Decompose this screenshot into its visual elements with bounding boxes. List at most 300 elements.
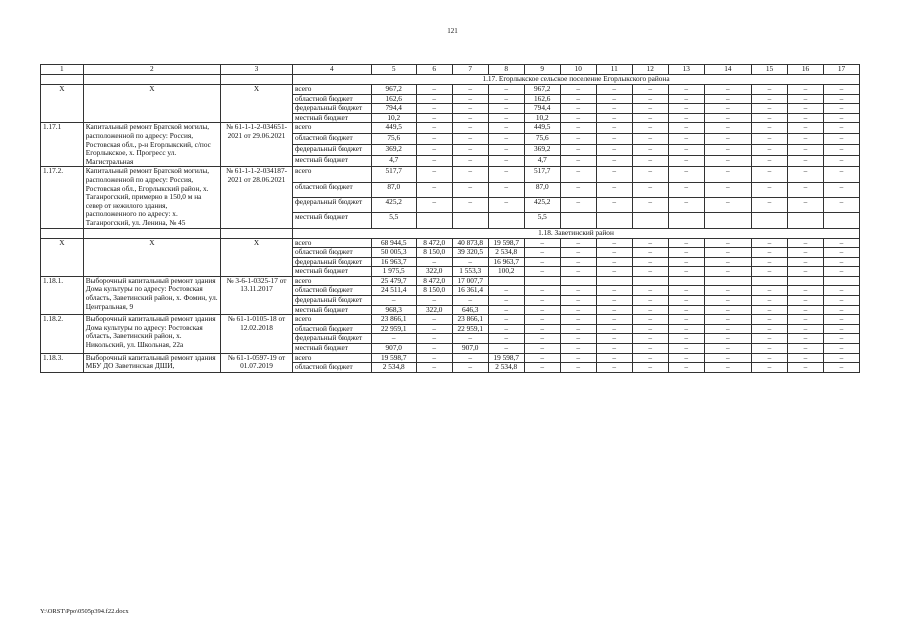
amount-cell: – bbox=[488, 123, 524, 134]
column-number: 15 bbox=[752, 65, 788, 75]
amount-cell: – bbox=[488, 104, 524, 114]
amount-cell: 369,2 bbox=[371, 145, 416, 156]
amount-cell: 5,5 bbox=[524, 213, 560, 228]
amount-cell: – bbox=[452, 353, 488, 363]
amount-cell: – bbox=[752, 145, 788, 156]
amount-cell: – bbox=[560, 315, 596, 325]
amount-cell: 322,0 bbox=[416, 267, 452, 277]
amount-cell: 87,0 bbox=[524, 182, 560, 197]
expertise-reference: № 61-1-1-2-034187-2021 от 28.06.2021 bbox=[221, 167, 293, 228]
amount-cell: 1 975,5 bbox=[371, 267, 416, 277]
amount-cell: – bbox=[752, 296, 788, 306]
amount-cell: 100,2 bbox=[488, 267, 524, 277]
amount-cell: – bbox=[668, 257, 704, 267]
amount-cell: – bbox=[752, 248, 788, 258]
amount-cell: – bbox=[752, 123, 788, 134]
amount-cell: – bbox=[596, 296, 632, 306]
amount-cell: – bbox=[596, 315, 632, 325]
amount-cell: – bbox=[704, 197, 751, 212]
amount-cell bbox=[788, 213, 824, 228]
amount-cell: – bbox=[452, 296, 488, 306]
amount-cell: – bbox=[752, 315, 788, 325]
funding-source: областной бюджет bbox=[293, 134, 372, 145]
amount-cell: – bbox=[668, 248, 704, 258]
item-number: 1.18.1. bbox=[41, 276, 84, 314]
amount-cell: 517,7 bbox=[524, 167, 560, 182]
amount-cell: – bbox=[560, 85, 596, 95]
amount-cell: – bbox=[596, 324, 632, 334]
amount-cell: 794,4 bbox=[524, 104, 560, 114]
funding-source: местный бюджет bbox=[293, 267, 372, 277]
amount-cell: – bbox=[752, 267, 788, 277]
amount-cell: – bbox=[452, 334, 488, 344]
table-row bbox=[41, 353, 860, 363]
amount-cell: – bbox=[632, 315, 668, 325]
amount-cell: – bbox=[452, 104, 488, 114]
amount-cell: – bbox=[704, 286, 751, 296]
column-number: 16 bbox=[788, 65, 824, 75]
page-number: 121 bbox=[447, 27, 458, 35]
amount-cell: – bbox=[668, 197, 704, 212]
amount-cell bbox=[596, 276, 632, 286]
amount-cell: – bbox=[824, 197, 860, 212]
amount-cell: 322,0 bbox=[416, 305, 452, 315]
funding-source: местный бюджет bbox=[293, 344, 372, 354]
table-row bbox=[41, 238, 860, 248]
amount-cell: 8 472,0 bbox=[416, 276, 452, 286]
amount-cell: – bbox=[704, 257, 751, 267]
amount-cell bbox=[524, 276, 560, 286]
amount-cell: 907,0 bbox=[452, 344, 488, 354]
amount-cell: 23 866,1 bbox=[371, 315, 416, 325]
amount-cell: – bbox=[788, 305, 824, 315]
item-number: 1.17.2. bbox=[41, 167, 84, 228]
amount-cell: – bbox=[668, 353, 704, 363]
funding-source: всего bbox=[293, 315, 372, 325]
amount-cell: – bbox=[560, 113, 596, 123]
funding-source: местный бюджет bbox=[293, 213, 372, 228]
amount-cell: – bbox=[824, 145, 860, 156]
amount-cell: – bbox=[788, 334, 824, 344]
column-number-row bbox=[41, 65, 860, 75]
amount-cell: – bbox=[488, 113, 524, 123]
object-name: Капитальный ремонт Братской могилы, расположенной по адресу: Россия, Ростовская обл., Егорлыкский район, х. Таганрогский, примерно в 150,0 м на север от нежилого здания, расположенного по адресу: х. Таганрогский, ул. Ленина, № 45 bbox=[83, 167, 220, 228]
amount-cell: – bbox=[704, 296, 751, 306]
amount-cell: 2 534,8 bbox=[371, 363, 416, 373]
amount-cell: 4,7 bbox=[371, 156, 416, 167]
amount-cell: – bbox=[560, 305, 596, 315]
column-number: 13 bbox=[668, 65, 704, 75]
amount-cell: – bbox=[416, 334, 452, 344]
amount-cell: – bbox=[416, 156, 452, 167]
expertise-reference: № 61-1-0597-19 от 01.07.2019 bbox=[221, 353, 293, 372]
amount-cell: – bbox=[824, 305, 860, 315]
amount-cell: – bbox=[560, 248, 596, 258]
amount-cell: 17 007,7 bbox=[452, 276, 488, 286]
amount-cell: – bbox=[824, 134, 860, 145]
amount-cell: – bbox=[596, 156, 632, 167]
table-row bbox=[41, 315, 860, 325]
amount-cell: – bbox=[416, 197, 452, 212]
funding-source: областной бюджет bbox=[293, 182, 372, 197]
column-number: 2 bbox=[83, 65, 220, 75]
budget-table bbox=[40, 64, 860, 373]
amount-cell bbox=[488, 276, 524, 286]
amount-cell: – bbox=[668, 344, 704, 354]
amount-cell: – bbox=[416, 296, 452, 306]
amount-cell: – bbox=[632, 197, 668, 212]
amount-cell: – bbox=[668, 238, 704, 248]
amount-cell: 8 472,0 bbox=[416, 238, 452, 248]
amount-cell: – bbox=[788, 104, 824, 114]
amount-cell: 8 150,0 bbox=[416, 248, 452, 258]
amount-cell: – bbox=[668, 315, 704, 325]
expertise-reference: X bbox=[221, 238, 293, 276]
amount-cell: – bbox=[488, 156, 524, 167]
amount-cell: – bbox=[488, 145, 524, 156]
expertise-reference: X bbox=[221, 85, 293, 123]
amount-cell: – bbox=[668, 286, 704, 296]
amount-cell: – bbox=[632, 134, 668, 145]
amount-cell: – bbox=[596, 257, 632, 267]
amount-cell: – bbox=[752, 113, 788, 123]
amount-cell: – bbox=[824, 113, 860, 123]
section-spacer bbox=[221, 75, 293, 85]
amount-cell: – bbox=[824, 324, 860, 334]
amount-cell: – bbox=[560, 134, 596, 145]
amount-cell: – bbox=[416, 315, 452, 325]
amount-cell: – bbox=[452, 134, 488, 145]
amount-cell: 22 959,1 bbox=[452, 324, 488, 334]
amount-cell bbox=[596, 213, 632, 228]
amount-cell: – bbox=[824, 156, 860, 167]
amount-cell: – bbox=[632, 182, 668, 197]
amount-cell: – bbox=[596, 123, 632, 134]
amount-cell: – bbox=[704, 363, 751, 373]
funding-source: областной бюджет bbox=[293, 363, 372, 373]
amount-cell: – bbox=[788, 145, 824, 156]
amount-cell: – bbox=[704, 353, 751, 363]
amount-cell: – bbox=[596, 334, 632, 344]
column-number: 9 bbox=[524, 65, 560, 75]
amount-cell: – bbox=[560, 353, 596, 363]
amount-cell: – bbox=[668, 363, 704, 373]
amount-cell bbox=[788, 276, 824, 286]
amount-cell: – bbox=[488, 182, 524, 197]
amount-cell: 4,7 bbox=[524, 156, 560, 167]
amount-cell: – bbox=[596, 344, 632, 354]
amount-cell: 16 361,4 bbox=[452, 286, 488, 296]
amount-cell: – bbox=[560, 286, 596, 296]
amount-cell: – bbox=[752, 156, 788, 167]
column-number: 12 bbox=[632, 65, 668, 75]
object-name: Выборочный капитальный ремонт здания Дома культуры по адресу: Ростовская область, Заветинский район, х. Никольский, ул. Школьная, 22а bbox=[83, 315, 220, 353]
amount-cell: – bbox=[488, 324, 524, 334]
amount-cell: – bbox=[632, 123, 668, 134]
column-number: 3 bbox=[221, 65, 293, 75]
amount-cell: – bbox=[704, 334, 751, 344]
amount-cell: – bbox=[704, 267, 751, 277]
amount-cell: – bbox=[788, 134, 824, 145]
amount-cell: – bbox=[704, 315, 751, 325]
amount-cell: – bbox=[371, 296, 416, 306]
amount-cell: – bbox=[488, 85, 524, 95]
amount-cell bbox=[704, 213, 751, 228]
amount-cell: – bbox=[752, 85, 788, 95]
amount-cell: – bbox=[488, 167, 524, 182]
amount-cell: – bbox=[524, 248, 560, 258]
amount-cell: – bbox=[704, 104, 751, 114]
amount-cell: – bbox=[632, 94, 668, 104]
amount-cell: – bbox=[488, 286, 524, 296]
amount-cell: – bbox=[788, 353, 824, 363]
amount-cell: 40 873,8 bbox=[452, 238, 488, 248]
funding-source: всего bbox=[293, 276, 372, 286]
amount-cell: – bbox=[668, 167, 704, 182]
funding-source: всего bbox=[293, 123, 372, 134]
amount-cell bbox=[704, 276, 751, 286]
amount-cell: 87,0 bbox=[371, 182, 416, 197]
amount-cell: 2 534,8 bbox=[488, 363, 524, 373]
amount-cell: – bbox=[788, 182, 824, 197]
amount-cell bbox=[452, 213, 488, 228]
column-number: 10 bbox=[560, 65, 596, 75]
amount-cell: – bbox=[752, 286, 788, 296]
amount-cell: 162,6 bbox=[524, 94, 560, 104]
amount-cell: – bbox=[824, 267, 860, 277]
amount-cell: – bbox=[596, 182, 632, 197]
expertise-reference: № 3-6-1-0325-17 от 13.11.2017 bbox=[221, 276, 293, 314]
amount-cell: – bbox=[632, 113, 668, 123]
amount-cell bbox=[632, 213, 668, 228]
amount-cell: – bbox=[596, 286, 632, 296]
item-number: X bbox=[41, 85, 84, 123]
amount-cell: – bbox=[824, 286, 860, 296]
amount-cell: – bbox=[596, 238, 632, 248]
amount-cell: – bbox=[416, 182, 452, 197]
amount-cell: – bbox=[788, 85, 824, 95]
amount-cell: – bbox=[752, 305, 788, 315]
amount-cell: 10,2 bbox=[371, 113, 416, 123]
amount-cell: – bbox=[488, 305, 524, 315]
amount-cell: – bbox=[416, 134, 452, 145]
funding-source: местный бюджет bbox=[293, 156, 372, 167]
amount-cell: – bbox=[632, 324, 668, 334]
amount-cell: 425,2 bbox=[524, 197, 560, 212]
amount-cell: – bbox=[752, 344, 788, 354]
amount-cell: – bbox=[788, 286, 824, 296]
amount-cell: – bbox=[560, 344, 596, 354]
amount-cell: – bbox=[632, 248, 668, 258]
amount-cell: 16 963,7 bbox=[488, 257, 524, 267]
amount-cell: – bbox=[824, 344, 860, 354]
amount-cell: – bbox=[788, 363, 824, 373]
amount-cell: 5,5 bbox=[371, 213, 416, 228]
amount-cell: – bbox=[560, 156, 596, 167]
amount-cell: – bbox=[632, 344, 668, 354]
object-name: Выборочный капитальный ремонт здания Дома культуры по адресу: Ростовская область, Заветинский район, х. Фомин, ул. Центральная, 9 bbox=[83, 276, 220, 314]
amount-cell: – bbox=[752, 182, 788, 197]
amount-cell: – bbox=[416, 104, 452, 114]
amount-cell: – bbox=[596, 167, 632, 182]
amount-cell: – bbox=[452, 167, 488, 182]
amount-cell: – bbox=[632, 104, 668, 114]
amount-cell: – bbox=[596, 248, 632, 258]
amount-cell: – bbox=[668, 267, 704, 277]
expertise-reference: № 61-1-1-2-034651-2021 от 29.06.2021 bbox=[221, 123, 293, 167]
amount-cell: – bbox=[668, 94, 704, 104]
section-row bbox=[41, 75, 860, 85]
amount-cell: 1 553,3 bbox=[452, 267, 488, 277]
amount-cell: 369,2 bbox=[524, 145, 560, 156]
amount-cell: 968,3 bbox=[371, 305, 416, 315]
amount-cell: – bbox=[752, 197, 788, 212]
amount-cell: – bbox=[524, 315, 560, 325]
amount-cell bbox=[560, 213, 596, 228]
amount-cell: 2 534,8 bbox=[488, 248, 524, 258]
amount-cell bbox=[488, 213, 524, 228]
amount-cell: – bbox=[596, 134, 632, 145]
amount-cell: – bbox=[488, 334, 524, 344]
amount-cell: – bbox=[788, 248, 824, 258]
amount-cell: – bbox=[824, 94, 860, 104]
amount-cell: – bbox=[524, 334, 560, 344]
column-number: 1 bbox=[41, 65, 84, 75]
amount-cell: – bbox=[632, 238, 668, 248]
amount-cell: – bbox=[704, 167, 751, 182]
amount-cell: – bbox=[752, 104, 788, 114]
amount-cell: – bbox=[416, 123, 452, 134]
amount-cell: 39 320,5 bbox=[452, 248, 488, 258]
amount-cell: – bbox=[704, 182, 751, 197]
section-spacer bbox=[41, 75, 84, 85]
amount-cell: – bbox=[524, 344, 560, 354]
amount-cell bbox=[560, 276, 596, 286]
amount-cell: – bbox=[452, 145, 488, 156]
section-spacer bbox=[83, 228, 220, 238]
amount-cell: – bbox=[704, 305, 751, 315]
amount-cell: 646,3 bbox=[452, 305, 488, 315]
item-number: X bbox=[41, 238, 84, 276]
amount-cell: – bbox=[668, 156, 704, 167]
amount-cell: – bbox=[416, 85, 452, 95]
amount-cell: – bbox=[824, 296, 860, 306]
amount-cell: – bbox=[560, 94, 596, 104]
amount-cell: – bbox=[596, 145, 632, 156]
amount-cell: – bbox=[560, 334, 596, 344]
amount-cell: – bbox=[788, 296, 824, 306]
amount-cell: – bbox=[788, 94, 824, 104]
amount-cell: – bbox=[632, 334, 668, 344]
amount-cell: 907,0 bbox=[371, 344, 416, 354]
amount-cell: – bbox=[560, 363, 596, 373]
amount-cell: – bbox=[632, 257, 668, 267]
amount-cell: – bbox=[824, 123, 860, 134]
amount-cell: – bbox=[416, 363, 452, 373]
amount-cell: – bbox=[452, 197, 488, 212]
amount-cell: – bbox=[488, 296, 524, 306]
amount-cell: – bbox=[596, 113, 632, 123]
amount-cell: 449,5 bbox=[524, 123, 560, 134]
amount-cell: – bbox=[524, 238, 560, 248]
amount-cell: – bbox=[632, 267, 668, 277]
amount-cell: 794,4 bbox=[371, 104, 416, 114]
file-path-footer: Y:\ORST\Ppo\0505p394.f22.docx bbox=[40, 608, 129, 615]
amount-cell: – bbox=[596, 94, 632, 104]
amount-cell: – bbox=[824, 353, 860, 363]
object-name: X bbox=[83, 85, 220, 123]
amount-cell: – bbox=[752, 257, 788, 267]
amount-cell: – bbox=[371, 334, 416, 344]
amount-cell: – bbox=[824, 315, 860, 325]
amount-cell: – bbox=[824, 238, 860, 248]
amount-cell: – bbox=[704, 113, 751, 123]
table-row bbox=[41, 85, 860, 95]
amount-cell: – bbox=[632, 286, 668, 296]
amount-cell: – bbox=[452, 113, 488, 123]
amount-cell: – bbox=[668, 134, 704, 145]
amount-cell: – bbox=[416, 167, 452, 182]
amount-cell: 22 959,1 bbox=[371, 324, 416, 334]
table-row bbox=[41, 167, 860, 182]
amount-cell: – bbox=[704, 324, 751, 334]
item-number: 1.18.2. bbox=[41, 315, 84, 353]
amount-cell: – bbox=[524, 324, 560, 334]
amount-cell: 19 598,7 bbox=[488, 353, 524, 363]
amount-cell: – bbox=[752, 334, 788, 344]
amount-cell: – bbox=[668, 123, 704, 134]
section-spacer bbox=[83, 75, 220, 85]
amount-cell: – bbox=[752, 363, 788, 373]
amount-cell: 425,2 bbox=[371, 197, 416, 212]
amount-cell: 967,2 bbox=[371, 85, 416, 95]
amount-cell: 75,6 bbox=[371, 134, 416, 145]
amount-cell: – bbox=[752, 167, 788, 182]
amount-cell: – bbox=[824, 85, 860, 95]
amount-cell bbox=[752, 276, 788, 286]
amount-cell: 162,6 bbox=[371, 94, 416, 104]
amount-cell: – bbox=[416, 344, 452, 354]
table-row bbox=[41, 123, 860, 134]
amount-cell: – bbox=[596, 305, 632, 315]
amount-cell: – bbox=[632, 305, 668, 315]
section-spacer bbox=[221, 228, 293, 238]
amount-cell: 24 511,4 bbox=[371, 286, 416, 296]
amount-cell bbox=[824, 213, 860, 228]
column-number: 14 bbox=[704, 65, 751, 75]
amount-cell: – bbox=[560, 267, 596, 277]
amount-cell: – bbox=[560, 324, 596, 334]
amount-cell: 25 479,7 bbox=[371, 276, 416, 286]
amount-cell: 967,2 bbox=[524, 85, 560, 95]
amount-cell: – bbox=[524, 305, 560, 315]
amount-cell: – bbox=[788, 315, 824, 325]
amount-cell: – bbox=[788, 257, 824, 267]
column-number: 17 bbox=[824, 65, 860, 75]
amount-cell: – bbox=[416, 94, 452, 104]
amount-cell: – bbox=[524, 296, 560, 306]
amount-cell: – bbox=[704, 123, 751, 134]
amount-cell: – bbox=[452, 85, 488, 95]
amount-cell: – bbox=[788, 267, 824, 277]
amount-cell: – bbox=[560, 296, 596, 306]
amount-cell: – bbox=[824, 257, 860, 267]
amount-cell: – bbox=[752, 134, 788, 145]
column-number: 7 bbox=[452, 65, 488, 75]
amount-cell: – bbox=[632, 353, 668, 363]
amount-cell: – bbox=[752, 324, 788, 334]
section-row bbox=[41, 228, 860, 238]
